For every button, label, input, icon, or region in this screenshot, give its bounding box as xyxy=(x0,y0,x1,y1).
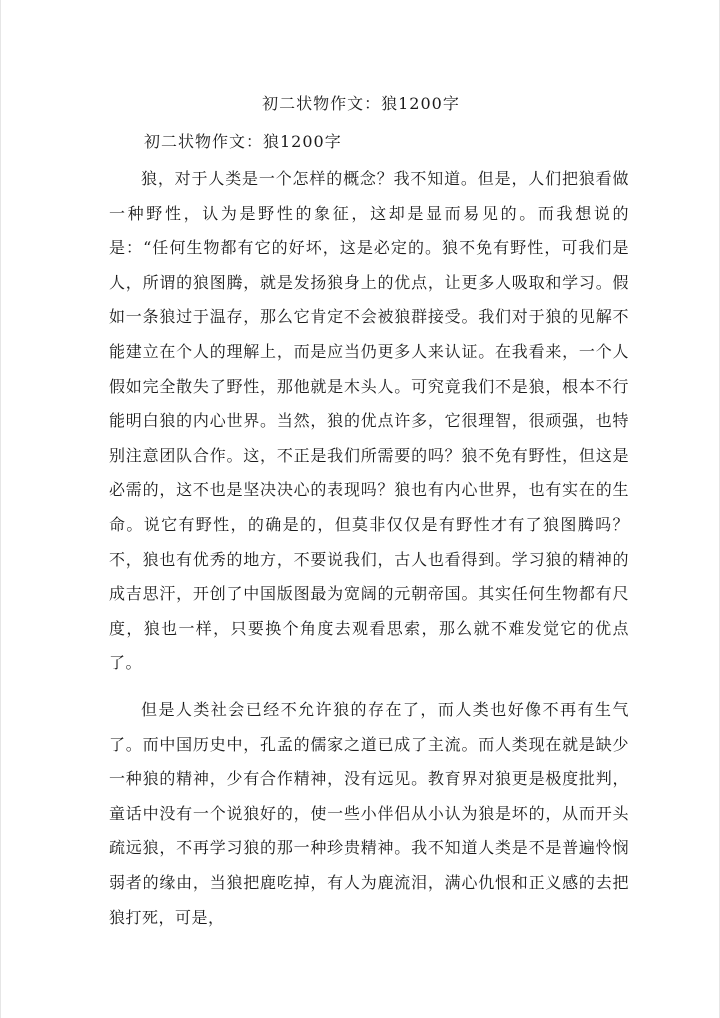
document-subtitle: 初二状物作文：狼1200字 xyxy=(144,132,342,151)
paragraph-2: 但是人类社会已经不允许狼的存在了，而人类也好像不再有生气了。而中国历史中，孔孟的儒家之道已成了主流。而人类现在就是缺少一种狼的精神，少有合作精神，没有远见。教育界对狼更是极度批判，童话中没有一个说狼好的，使一些小伴侣从小认为狼是坏的，从而开头疏远狼，不再学习狼的那一种珍贵精神。我不知道人类是不是普遍怜悯弱者的缘由，当狼把鹿吃掉，有人为鹿流泪，满心仇恨和正义感的去把狼打死，可是， xyxy=(109,700,629,927)
document-title: 初二状物作文：狼1200字 xyxy=(262,94,460,113)
paragraph-1: 狼，对于人类是一个怎样的概念？我不知道。但是，人们把狼看做一种野性，认为是野性的象征，这却是显而易见的。而我想说的是：“任何生物都有它的好坏，这是必定的。狼不免有野性，可我们是人，所谓的狼图腾，就是发扬狼身上的优点，让更多人吸取和学习。假如一条狼过于温存，那么它肯定不会被狼群接受。我们对于狼的见解不能建立在个人的理解上，而是应当仍更多人来认证。在我看来，一个人假如完全散失了野性，那他就是木头人。可究竟我们不是狼，根本不行能明白狼的内心世界。当然，狼的优点许多，它很理智，很顽强，也特别注意团队合作。这，不正是我们所需要的吗？狼不免有野性，但这是必需的，这不也是坚决决心的表现吗？狼也有内心世界，也有实在的生命。说它有野性，的确是的，但莫非仅仅是有野性才有了狼图腾吗？不，狼也有优秀的地方，不要说我们，古人也看得到。学习狼的精神的成吉思汗，开创了中国版图最为宽阔的元朝帝国。其实任何生物都有尺度，狼也一样，只要换个角度去观看思索，那么就不难发觉它的优点了。 xyxy=(109,169,629,673)
